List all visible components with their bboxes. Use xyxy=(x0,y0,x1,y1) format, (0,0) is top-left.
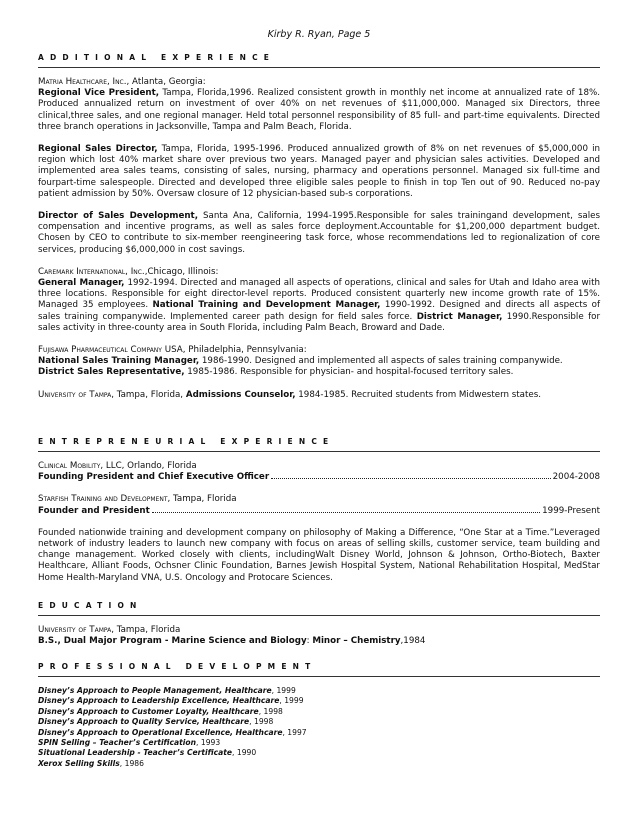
job-title: District Sales Representative, xyxy=(38,367,185,378)
course-year: , 1999 xyxy=(271,686,296,695)
course-title: Xerox Selling Skills xyxy=(38,758,120,768)
job-title: Founding President and Chief Executive Officer xyxy=(38,472,270,483)
job-description: 1990-1992. Designed and directs all aspects of sales training companywide. Implemented career path design for field sales force. xyxy=(38,300,601,322)
employer-name: Matria Healthcare, Inc. xyxy=(38,77,127,87)
course-year: , 1997 xyxy=(282,727,307,737)
education-body xyxy=(38,625,600,647)
course-title: Disney’s Approach to Customer Loyalty, Healthcare xyxy=(38,706,259,716)
section-divider xyxy=(38,676,600,677)
job-dates: 1999-Present xyxy=(542,505,600,516)
job-description: Tampa, Florida,1996. Realized consistent growth in monthly net income at annualized rate of 18%. Produced annualized return on investment of over 40% on net revenues of $11,000,000. Managed six Directors, three clinical,three sales, and one regional manager. Held total personnel responsibility of 85 full- and part-time equivalents. Directed three branch operations in Jacksonville, Tampa and Palm Beach, Florida. xyxy=(38,88,600,132)
running-head: Kirby R. Ryan, Page 5 xyxy=(267,29,371,40)
job-title: Director of Sales Development, xyxy=(38,211,198,222)
caremark-entry xyxy=(38,278,600,334)
starfish-title-line xyxy=(38,506,600,517)
list-item xyxy=(38,738,600,748)
section-title-professional-development: PROFESSIONAL DEVELOPMENT xyxy=(38,662,317,671)
list-item xyxy=(38,728,600,738)
section-title-education: EDUCATION xyxy=(38,601,143,610)
org-name: Starfish Training and Development xyxy=(38,494,168,505)
dot-leader xyxy=(152,511,540,513)
list-item xyxy=(38,686,600,696)
employer-location: ,Chicago, Illinois: xyxy=(144,266,219,277)
course-year: , 1990 xyxy=(232,748,257,758)
fujisawa-employer-line xyxy=(38,345,600,356)
org-location: , Tampa, Florida xyxy=(167,494,237,505)
section-divider xyxy=(38,67,600,68)
job-description: Tampa, Florida, 1995-1996. Produced annualized growth of 8% on net revenues of $5,000,000 in region which lost 40% market share over previous two years. Managed payer and physician sales activities. Developed and implemented area sales teams, consisting of sales, nursing, pharmacy and operations personnel. Managed six full-time and fourpart-time salespeople. Directed and developed three eligible sales people to finish in top Ten out of 90. Reduced no-pay patient admission by 50%. Oversaw closure of 12 physician-based sub-s corporations. xyxy=(38,144,600,199)
minor: Minor – Chemistry xyxy=(312,636,401,647)
course-year: , 1998 xyxy=(249,717,274,727)
job-description: Santa Ana, California, 1994-1995.Responsible for sales trainingand development, sales compensation and incentive programs, as well as sales force deployment.Accountable for $1,200,000 department budget. Chosen by CEO to contribute to six-member reengineering task force, whose recommendations led to regionalization of core services, producing $6,000,000 in cost savings. xyxy=(38,211,600,255)
matria-rvp-entry xyxy=(38,88,600,133)
course-year: , 1999 xyxy=(279,696,304,706)
job-title: National Sales Training Manager, xyxy=(38,356,200,367)
employer-location: , Atlanta, Georgia: xyxy=(126,77,206,87)
degree-separator: : xyxy=(306,636,313,647)
job-description: 1986-1990. Designed and implemented all aspects of sales training companywide. xyxy=(199,356,563,367)
course-year: , 1998 xyxy=(258,706,283,716)
employer-location: , Tampa, Florida, xyxy=(111,389,186,400)
org-name: Clinical Mobility xyxy=(38,461,101,471)
employer-name: Fujisawa Pharmaceutical Company xyxy=(38,345,162,356)
course-title: Disney’s Approach to People Management, Healthcare xyxy=(38,686,272,695)
section-divider xyxy=(38,451,600,452)
course-title: Disney’s Approach to Leadership Excellence, Healthcare xyxy=(38,696,280,706)
job-title: Regional Sales Director, xyxy=(38,144,158,155)
matria-employer-line xyxy=(38,77,600,88)
list-item xyxy=(38,759,600,769)
section-title-entrepreneurial-experience: ENTREPRENEURIAL EXPERIENCE xyxy=(38,437,335,446)
job-title: District Manager, xyxy=(416,311,503,322)
job-title: National Training and Development Manager, xyxy=(152,300,381,311)
education-degree-line xyxy=(38,636,600,647)
course-title: Situational Leadership - Teacher’s Certificate xyxy=(38,748,233,758)
course-title: Disney’s Approach to Operational Excellence, Healthcare xyxy=(38,727,283,737)
starfish-description: Founded nationwide training and development company on philosophy of Making a Difference, “One Star at a Time.”Leveraged network of industry leaders to launch new company with focus on areas of selling skills, customer service, team building and change management. Worked closely with clients, includingWalt Disney World, Johnson & Johnson, Ortho-Biotech, Baxter Healthcare, Alliant Foods, Ochsner Clinic Foundation, Barnes Jewish Hospital System, National Rehabilitation Hospital, MedStar Home Health-Maryland VNA, U.S. Oncology and Protocare Sciences. xyxy=(38,527,600,583)
section-divider xyxy=(38,615,600,616)
course-year: , 1986 xyxy=(119,758,144,768)
list-item xyxy=(38,717,600,727)
employer-location: USA, Philadelphia, Pennsylvania: xyxy=(161,345,307,356)
caremark-employer-line xyxy=(38,267,600,278)
org-location: , LLC, Orlando, Florida xyxy=(100,461,197,471)
job-title: Admissions Counselor, xyxy=(185,389,296,400)
school-location: , Tampa, Florida xyxy=(111,625,181,635)
job-description: 1992-1994. Directed and managed all aspects of operations, clinical and sales for Utah and Idaho area with three locations. Responsible for eight director-level reports. Produced consistent quarterly new income growth rate of 15%. Managed 35 employees. xyxy=(38,278,600,311)
clinical-mobility-title-line xyxy=(38,472,600,483)
entrepreneurial-experience-body xyxy=(38,461,600,584)
job-description: 1985-1986. Responsible for physician- and hospital-focused territory sales. xyxy=(184,367,514,378)
job-title: Founder and President xyxy=(38,505,150,516)
job-description: 1984-1985. Recruited students from Midwestern states. xyxy=(295,389,542,400)
degree: B.S., Dual Major Program - Marine Science and Biology xyxy=(38,636,307,647)
list-item xyxy=(38,696,600,706)
starfish-org-line xyxy=(38,494,600,505)
course-title: Disney’s Approach to Quality Service, Healthcare xyxy=(38,717,250,727)
education-school-line xyxy=(38,625,600,636)
employer-name: Caremark International, Inc. xyxy=(38,266,145,277)
university-tampa-entry xyxy=(38,390,600,401)
list-item xyxy=(38,707,600,717)
additional-experience-body xyxy=(38,77,600,401)
job-description: 1990.Responsible for sales activity in three-county area in South Florida, including Palm Beach, Broward and Dade. xyxy=(38,311,601,333)
section-title-additional-experience: ADDITIONAL EXPERIENCE xyxy=(38,53,276,62)
employer-name: University of Tampa xyxy=(38,389,112,400)
list-item xyxy=(38,748,600,758)
fujisawa-nstm-entry xyxy=(38,356,600,367)
job-title: Regional Vice President, xyxy=(38,88,160,99)
school-name: University of Tampa xyxy=(38,625,112,635)
course-year: , 1993 xyxy=(196,738,221,748)
graduation-year: ,1984 xyxy=(400,636,426,647)
fujisawa-dsr-entry xyxy=(38,367,600,378)
matria-dsd-entry xyxy=(38,211,600,256)
course-title: SPIN Selling – Teacher’s Certification xyxy=(38,738,197,748)
job-title: General Manager, xyxy=(38,278,125,289)
professional-development-list xyxy=(38,686,600,769)
matria-rsd-entry xyxy=(38,144,600,200)
dot-leader xyxy=(271,477,551,479)
job-dates: 2004-2008 xyxy=(552,472,600,483)
clinical-mobility-org-line xyxy=(38,461,600,472)
